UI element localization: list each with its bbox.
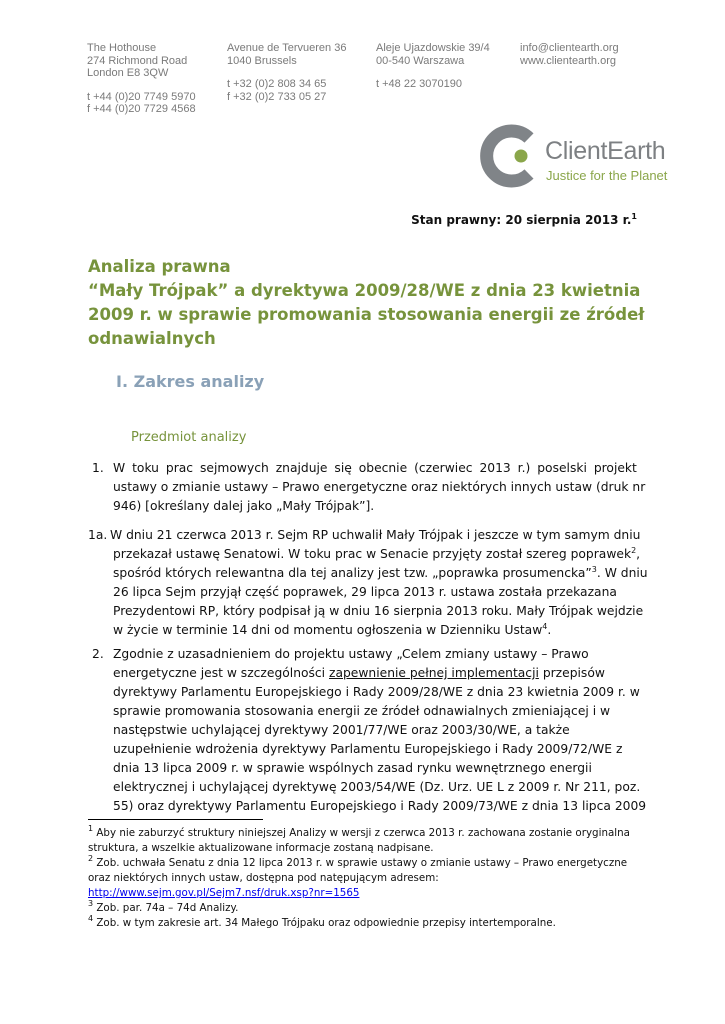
paragraph-line: sprawie promowania stosowania energii ze źródeł odnawialnych zmieniającej i w [113, 704, 611, 718]
title-line: Analiza prawna [88, 257, 231, 276]
address-line: 1040 Brussels [227, 54, 297, 67]
footnote-ref: 3 [591, 565, 597, 574]
text-segment: w życie w terminie 14 dni od momentu ogłoszenia w Dzienniku Ustaw [113, 623, 543, 637]
logo-ring-icon [477, 121, 543, 191]
footnote-text: struktura, a wszelkie aktualizowane informacje zostaną nadpisane. [88, 842, 434, 854]
paragraph-line: elektrycznej i uchylającej dyrektywę 2003/54/WE (Dz. Urz. UE L z 2009 r. Nr 211, poz. [113, 780, 641, 794]
text-segment: , [636, 547, 641, 561]
footnote-4 [88, 916, 630, 931]
paragraph-line: Zgodnie z uzasadnieniem do projektu ustawy „Celem zmiany ustawy – Prawo [113, 647, 589, 661]
paragraph-line: Prezydentowi RP, który podpisał ją w dniu 16 sierpnia 2013 roku. Mały Trójpak wejdzie [113, 604, 644, 618]
word: się [334, 461, 352, 475]
footnote-number: 3 [88, 899, 94, 908]
paragraph-line [113, 621, 637, 640]
logo-name: ClientEarth [545, 137, 666, 165]
paragraph-line: ustawy o zmianie ustawy – Prawo energetyczne oraz niektórych innych ustaw (druk nr [113, 480, 646, 494]
word: 2013 [479, 461, 511, 475]
section-heading: I. Zakres analizy [116, 372, 265, 391]
address-warsaw [376, 42, 490, 91]
legal-status [411, 213, 637, 227]
address-spacer [227, 67, 346, 78]
paragraph-line [113, 664, 637, 683]
paragraph-line: dyrektywy Parlamentu Europejskiego i Rady 2009/28/WE z dnia 23 kwietnia 2009 r. w [113, 685, 640, 699]
paragraph-line [113, 545, 641, 564]
address-line: The Hothouse [87, 42, 157, 54]
paragraph-line [113, 564, 648, 583]
address-brussels [227, 42, 346, 103]
word: obecnie [358, 461, 408, 475]
phone-line: t +44 (0)20 7749 5970 [87, 90, 196, 103]
footnote-text: oraz niektórych innych ustaw, dostępna pod natępującym adresem: [88, 872, 439, 884]
underlined-text: zapewnienie pełnej implementacji [329, 666, 539, 680]
text-segment: przepisów [538, 666, 605, 680]
text-segment: . W dniu [596, 566, 648, 580]
footnote-ref: 4 [542, 622, 548, 631]
fax-line: f +44 (0)20 7729 4568 [87, 103, 196, 115]
word: poselski [537, 461, 587, 475]
text-segment: . [547, 623, 552, 637]
address-line: Aleje Ujazdowskie 39/4 [376, 42, 490, 54]
footnotes [88, 826, 630, 931]
clientearth-logo [477, 121, 687, 191]
document-title [88, 255, 648, 351]
email-line: info@clientearth.org [520, 42, 619, 54]
word: toku [132, 461, 159, 475]
paragraph-line: następstwie uchylającej dyrektywy 2001/77/WE oraz 2003/30/WE, a także [113, 723, 570, 737]
word: W [113, 461, 126, 475]
footnote-ref: 2 [631, 546, 637, 555]
legal-status-text: Stan prawny: 20 sierpnia 2013 r. [411, 213, 632, 227]
footnote-divider [88, 819, 263, 820]
word: prac [165, 461, 194, 475]
footnote-number: 2 [88, 854, 94, 863]
paragraph-number: 1a. [88, 528, 108, 542]
paragraph-line: W dniu 21 czerwca 2013 r. Sejm RP uchwalił Mały Trójpak i jeszcze w tym samym dniu [110, 528, 641, 542]
title-line: 2009 r. w sprawie promowania stosowania energii ze źródeł [88, 305, 645, 324]
address-line: 00-540 Warszawa [376, 54, 465, 67]
paragraph-line: 946) [określany dalej jako „Mały Trójpak”]. [113, 499, 375, 513]
address-london [87, 42, 196, 116]
phone-line: t +32 (0)2 808 34 65 [227, 78, 327, 90]
footnote-number: 4 [88, 914, 94, 923]
address-spacer [87, 80, 196, 91]
text-segment: przekazał ustawę Senatowi. W toku prac w Senacie przyjęty został szereg poprawek [113, 547, 632, 561]
fax-line: f +32 (0)2 733 05 27 [227, 90, 327, 103]
paragraph-line: uzupełnienie wdrożenia dyrektywy Parlamentu Europejskiego i Rady 2009/72/WE z [113, 742, 623, 756]
paragraph-number: 2. [92, 647, 104, 661]
address-line: London E8 3QW [87, 67, 169, 79]
footnote-text: Zob. par. 74a – 74d Analizy. [96, 902, 239, 914]
website-line: www.clientearth.org [520, 54, 616, 67]
footnote-ref: 1 [631, 212, 637, 221]
paragraph-line: dnia 13 lipca 2009 r. w sprawie wspólnych zasad rynku wewnętrznego energii [113, 761, 592, 775]
word: projekt [593, 461, 637, 475]
logo-tagline: Justice for the Planet [546, 168, 668, 183]
footnote-text: Zob. w tym zakresie art. 34 Małego Trójpaku oraz odpowiednie przepisy intertemporalne. [96, 917, 556, 929]
paragraph-line: 55) oraz dyrektywy Parlamentu Europejskiego i Rady 2009/73/WE z dnia 13 lipca 2009 [113, 799, 647, 813]
footnote-3 [88, 901, 630, 916]
paragraph-line: 26 lipca Sejm przyjął część poprawek, 29 lipca 2013 r. ustawa została przekazana [113, 585, 617, 599]
sejm-druk-link[interactable]: http://www.sejm.gov.pl/Sejm7.nsf/druk.xsp?nr=1565 [88, 887, 360, 899]
paragraph-number: 1. [92, 461, 104, 475]
footnote-text: Aby nie zaburzyć struktury niniejszej Analizy w wersji z czerwca 2013 r. zachowana zostanie oryginalna [96, 827, 630, 839]
title-line: “Mały Trójpak” a dyrektywa 2009/28/WE z dnia 23 kwietnia [88, 281, 641, 300]
text-segment: spośród których relewantna dla tej analizy jest tzw. „poprawka prosumencka” [113, 566, 592, 580]
text-segment: energetyczne jest w szczególności [113, 666, 329, 680]
address-line: 274 Richmond Road [87, 54, 188, 67]
footnote-number: 1 [88, 824, 94, 833]
paragraph-line [113, 459, 637, 478]
subsection-heading: Przedmiot analizy [131, 430, 247, 445]
footnote-2 [88, 856, 630, 871]
footnote-text: Zob. uchwała Senatu z dnia 12 lipca 2013 r. w sprawie ustawy o zmianie ustawy – Prawo energetyczne [96, 857, 628, 869]
title-line: odnawialnych [88, 329, 216, 348]
phone-line: t +48 22 3070190 [376, 78, 462, 90]
word: sejmowych [200, 461, 269, 475]
footnote-1 [88, 826, 630, 841]
address-spacer [376, 67, 490, 78]
word: (czerwiec [414, 461, 473, 475]
word: r.) [517, 461, 531, 475]
word: znajduje [275, 461, 328, 475]
address-line: Avenue de Tervueren 36 [227, 42, 347, 54]
contact-online [520, 42, 619, 67]
